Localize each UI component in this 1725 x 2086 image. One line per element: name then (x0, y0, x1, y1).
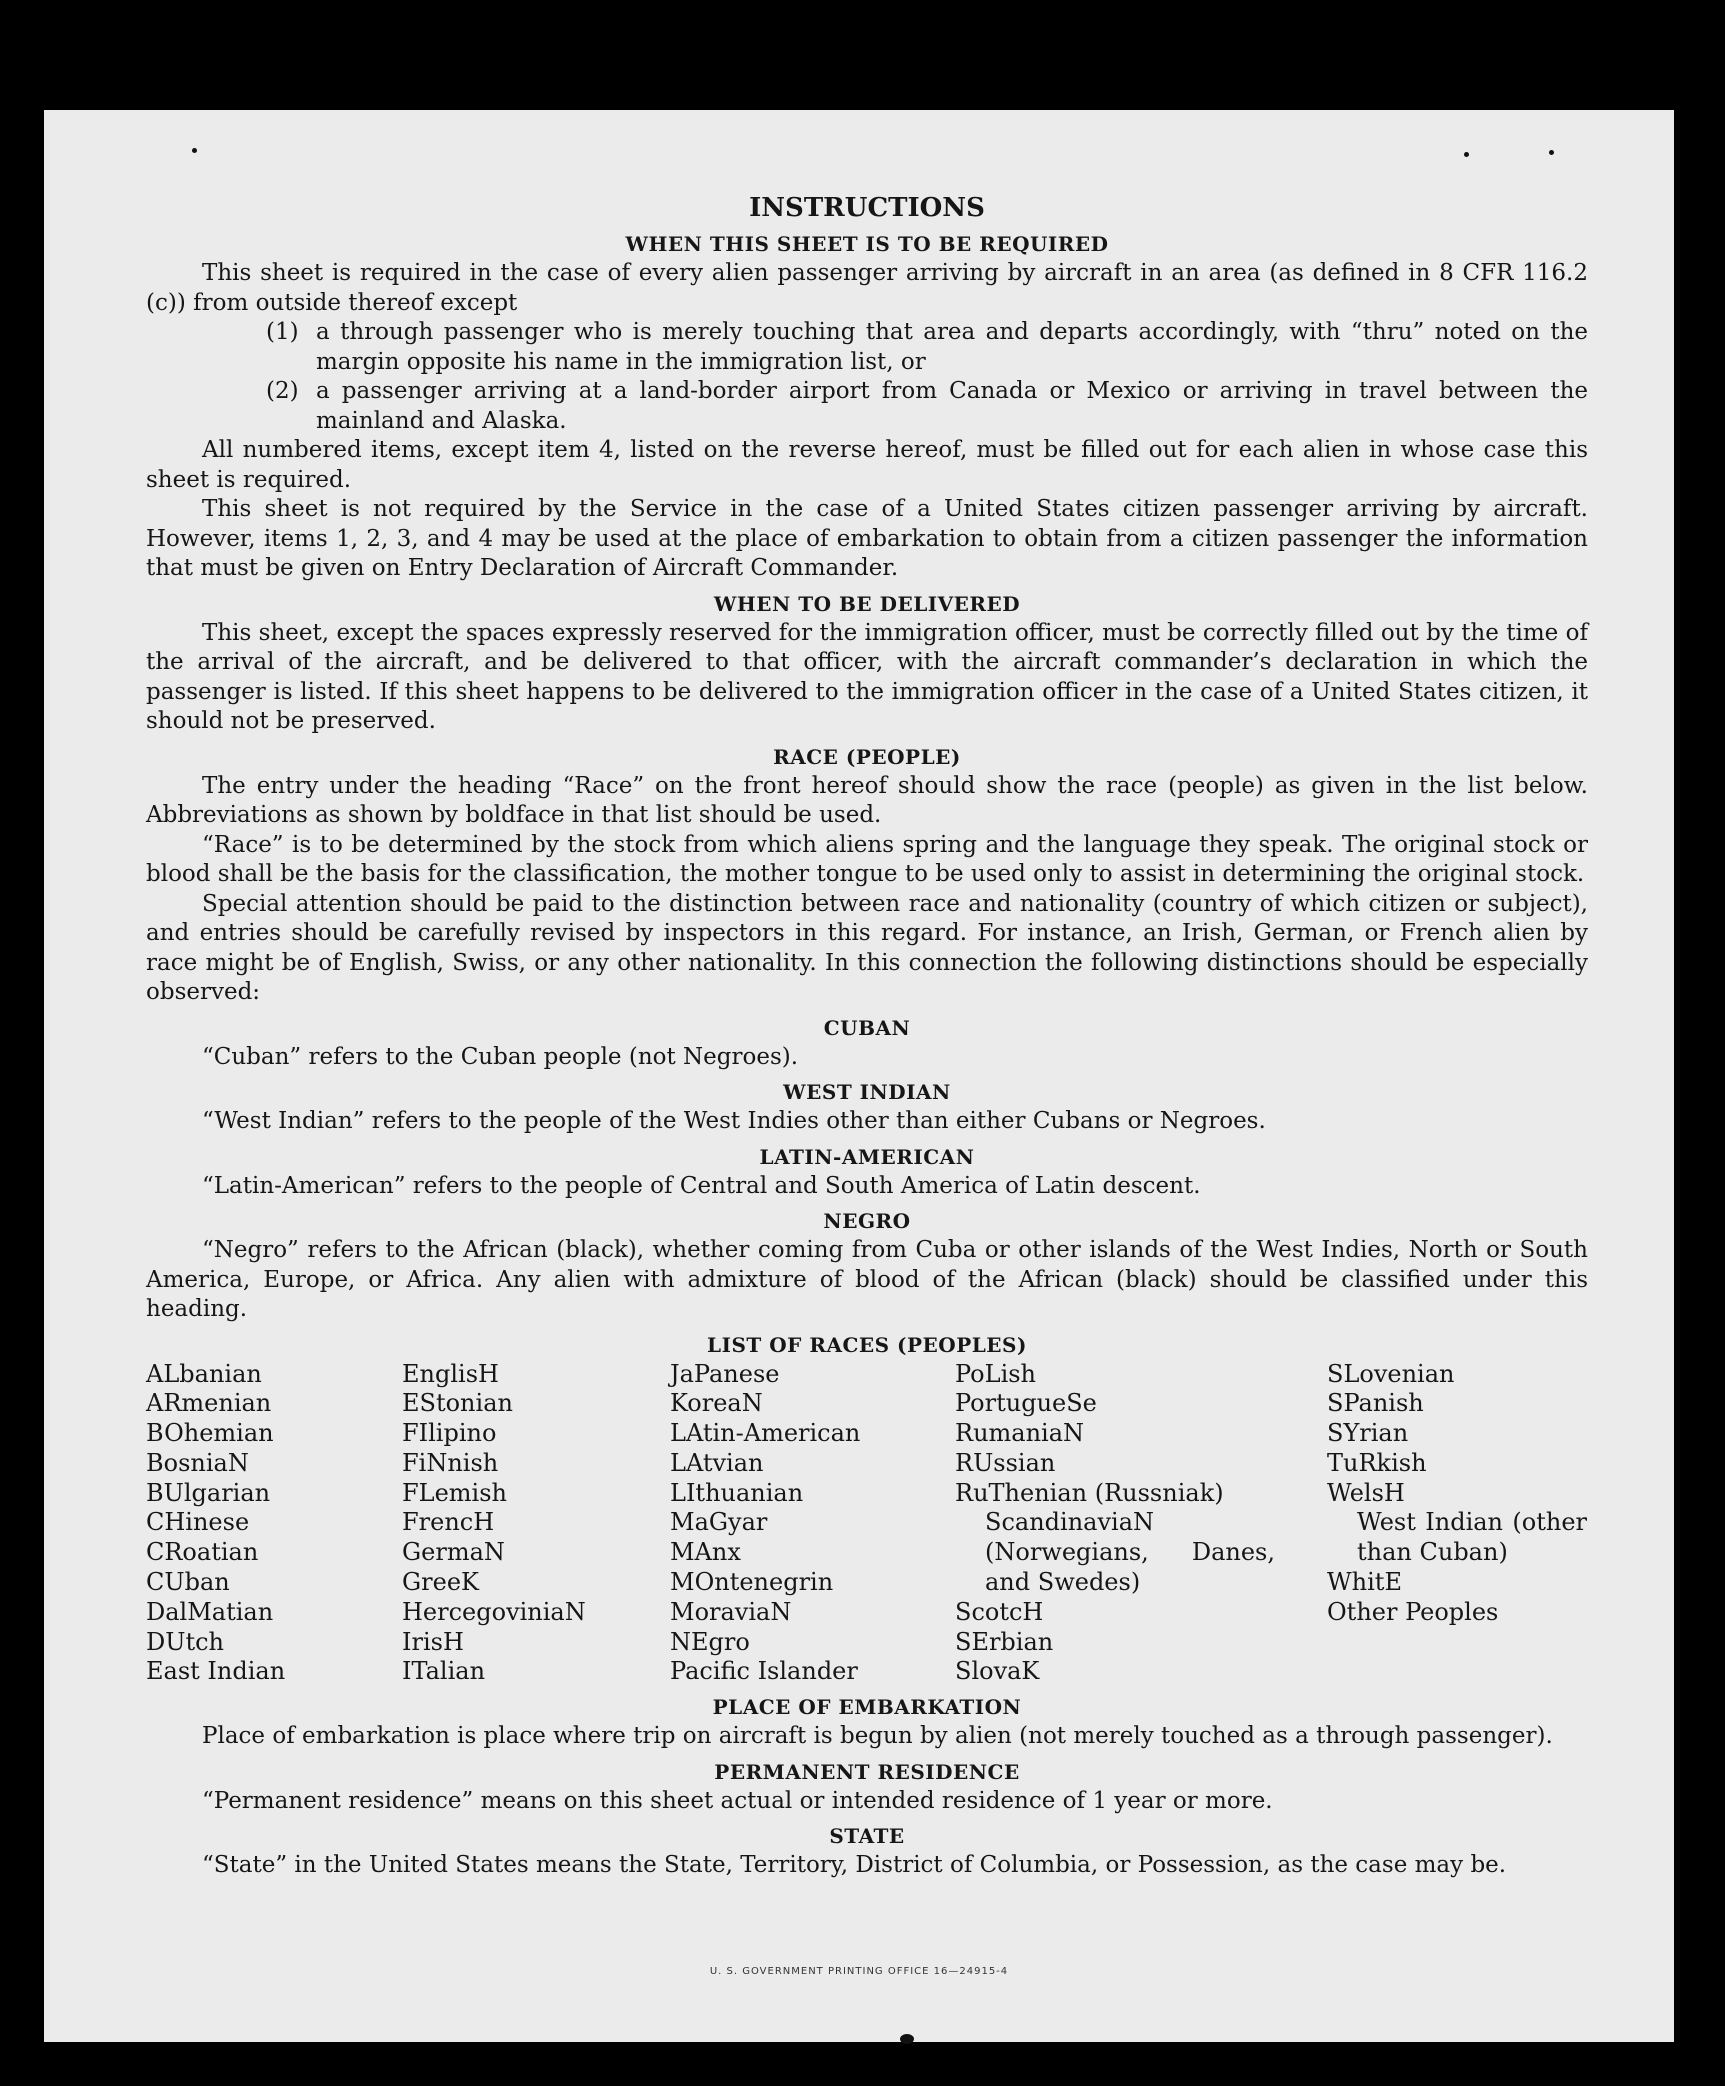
race-entry: LAtin-American (670, 1419, 861, 1448)
page-title: INSTRUCTIONS (749, 193, 985, 223)
race-entry: IrisH (402, 1627, 464, 1656)
races-column (670, 1360, 955, 1688)
latin-american-text: “Latin-American” refers to the people of Central and South America of Latin descent. (202, 1172, 1201, 1199)
section-heading-west-indian: WEST INDIAN (783, 1080, 951, 1104)
race-entry: SlovaK (955, 1657, 1040, 1686)
race-entry: MoraviaN (670, 1597, 792, 1626)
race-entry: West Indian (other than Cuban) (1357, 1508, 1587, 1567)
race-entry: PortugueSe (955, 1389, 1097, 1418)
section-heading-cuban: CUBAN (823, 1015, 911, 1040)
ink-speck (192, 148, 197, 153)
race-entry: ALbanian (146, 1359, 262, 1388)
cuban-text: “Cuban” refers to the Cuban people (not Negroes). (202, 1043, 799, 1070)
section-heading-negro: NEGRO (823, 1209, 911, 1233)
west-indian-text: “West Indian” refers to the people of the West Indies other than either Cubans or Negroes. (202, 1108, 1266, 1134)
citizen-paragraph: This sheet is not required by the Service in the case of a United States citizen passenger arriving by aircraft. However, items 1, 2, 3, and 4 may be used at the place of embarkation to obtain from a citizen passenger the information that must be given on Entry Declaration of Aircraft Commander. (146, 496, 1588, 581)
race-entry: BOhemian (146, 1419, 274, 1448)
race-entry: RuThenian (Russniak) (955, 1478, 1224, 1507)
numbered-items-paragraph: All numbered items, except item 4, listed on the reverse hereof, must be filled out for each alien in whose case this sheet is required. (146, 437, 1588, 493)
section-heading-race: RACE (PEOPLE) (773, 744, 961, 769)
when-delivered-text: This sheet, except the spaces expressly reserved for the immigration officer, must be correctly filled out by the time of the arrival of the aircraft, and be delivered to that officer, with the aircraft commander’s declaration in which the passenger is listed. If this sheet happens to be delivered to the immigration officer in the case of a United States citizen, it should not be preserved. (146, 619, 1588, 734)
exception-item (266, 318, 1588, 377)
document-sheet (44, 110, 1674, 2042)
race-entry: ScotcH (955, 1597, 1044, 1626)
embarkation-text: Place of embarkation is place where trip on aircraft is begun by alien (not merely touched as a through passenger). (202, 1723, 1553, 1750)
section-heading-embarkation: PLACE OF EMBARKATION (712, 1695, 1022, 1720)
race-entry: RUssian (955, 1448, 1056, 1477)
race-entry: ScandinaviaN (Norwegians, Danes, and Swedes) (985, 1508, 1275, 1597)
races-list (146, 1360, 1588, 1688)
item-text: a passenger arriving at a land-border airport from Canada or Mexico or arriving in travel between the mainland and Alaska. (316, 378, 1588, 434)
race-entry: MaGyar (670, 1508, 768, 1537)
race-entry: FrencH (402, 1508, 495, 1537)
race-entry: RumaniaN (955, 1419, 1085, 1448)
races-column (1327, 1360, 1588, 1688)
race-entry: MOntenegrin (670, 1568, 834, 1597)
item-text: a through passenger who is merely touching that area and departs accordingly, with “thru” noted on the margin opposite his name in the immigration list, or (316, 319, 1588, 375)
race-entry: HercegoviniaN (402, 1597, 586, 1626)
ink-speck (900, 2034, 914, 2044)
race-entry: EnglisH (402, 1359, 499, 1388)
race-entry: ITalian (402, 1657, 486, 1686)
exception-item (266, 377, 1588, 436)
race-entry: Other Peoples (1327, 1597, 1499, 1626)
race-entry: CUban (146, 1568, 230, 1597)
race-entry: LIthuanian (670, 1478, 804, 1507)
race-entry: GreeK (402, 1568, 479, 1597)
races-column (402, 1360, 670, 1688)
section-heading-when-required: WHEN THIS SHEET IS TO BE REQUIRED (625, 232, 1109, 256)
residence-text: “Permanent residence” means on this sheet actual or intended residence of 1 year or more. (202, 1787, 1273, 1814)
race-entry: WhitE (1327, 1568, 1402, 1597)
race-entry: ARmenian (146, 1389, 272, 1418)
race-entry: PoLish (955, 1359, 1037, 1388)
race-entry: East Indian (146, 1657, 286, 1686)
race-entry: BUlgarian (146, 1478, 271, 1507)
race-entry: FiNnish (402, 1448, 499, 1477)
race-paragraph-2: “Race” is to be determined by the stock from which aliens spring and the language they speak. The original stock or blood shall be the basis for the classification, the mother tongue to be used only to assist in determining the original stock. (146, 831, 1588, 887)
section-heading-races-list: LIST OF RACES (PEOPLES) (707, 1332, 1027, 1357)
race-entry: FLemish (402, 1478, 507, 1507)
item-number: (2) (266, 378, 299, 404)
section-heading-state: STATE (829, 1824, 905, 1849)
when-required-intro: This sheet is required in the case of every alien passenger arriving by aircraft in an area (as defined in 8 CFR 116.2 (c)) from outside thereof except (146, 260, 1588, 316)
race-entry: SErbian (955, 1627, 1054, 1656)
race-entry: DUtch (146, 1627, 225, 1656)
race-entry: CRoatian (146, 1538, 259, 1567)
negro-text: “Negro” refers to the African (black), whether coming from Cuba or other islands of the West Indies, North or South America, Europe, or Africa. Any alien with admixture of blood of the African (black) should be classified under this heading. (146, 1237, 1588, 1322)
race-entry: MAnx (670, 1538, 741, 1567)
race-entry: DalMatian (146, 1597, 274, 1626)
race-entry: WelsH (1327, 1478, 1405, 1507)
race-entry: NEgro (670, 1627, 750, 1656)
races-column (146, 1360, 402, 1688)
section-heading-residence: PERMANENT RESIDENCE (714, 1759, 1020, 1784)
race-entry: SPanish (1327, 1389, 1424, 1418)
race-entry: TuRkish (1327, 1448, 1427, 1477)
item-number: (1) (266, 319, 299, 345)
section-heading-when-delivered: WHEN TO BE DELIVERED (713, 591, 1021, 616)
race-entry: KoreaN (670, 1389, 763, 1418)
race-paragraph-3: Special attention should be paid to the distinction between race and nationality (country of which citizen or subject), and entries should be carefully revised by inspectors in this regard. For instance, an Irish, German, or French alien by race might be of English, Swiss, or any other nationality. In this connection the following distinctions should be especially observed: (146, 890, 1588, 1005)
races-column (955, 1360, 1327, 1688)
race-entry: SYrian (1327, 1419, 1409, 1448)
ink-speck (1464, 152, 1469, 157)
race-entry: Pacific Islander (670, 1657, 858, 1686)
race-entry: JaPanese (670, 1359, 780, 1388)
section-heading-latin-american: LATIN-AMERICAN (759, 1144, 975, 1169)
race-paragraph-1: The entry under the heading “Race” on the front hereof should show the race (people) as given in the list below. Abbreviations as shown by boldface in that list should be used. (146, 772, 1588, 828)
ink-speck (1549, 150, 1554, 155)
race-entry: EStonian (402, 1389, 513, 1418)
printer-imprint: U. S. GOVERNMENT PRINTING OFFICE 16—24915-4 (709, 1966, 1009, 1977)
race-entry: BosniaN (146, 1448, 249, 1477)
state-text: “State” in the United States means the State, Territory, District of Columbia, or Possession, as the case may be. (202, 1852, 1507, 1879)
race-entry: SLovenian (1327, 1359, 1455, 1388)
instructions-content (146, 192, 1588, 1881)
race-entry: GermaN (402, 1538, 505, 1567)
race-entry: LAtvian (670, 1448, 764, 1477)
race-entry: FIlipino (402, 1419, 497, 1448)
race-entry: CHinese (146, 1508, 250, 1537)
